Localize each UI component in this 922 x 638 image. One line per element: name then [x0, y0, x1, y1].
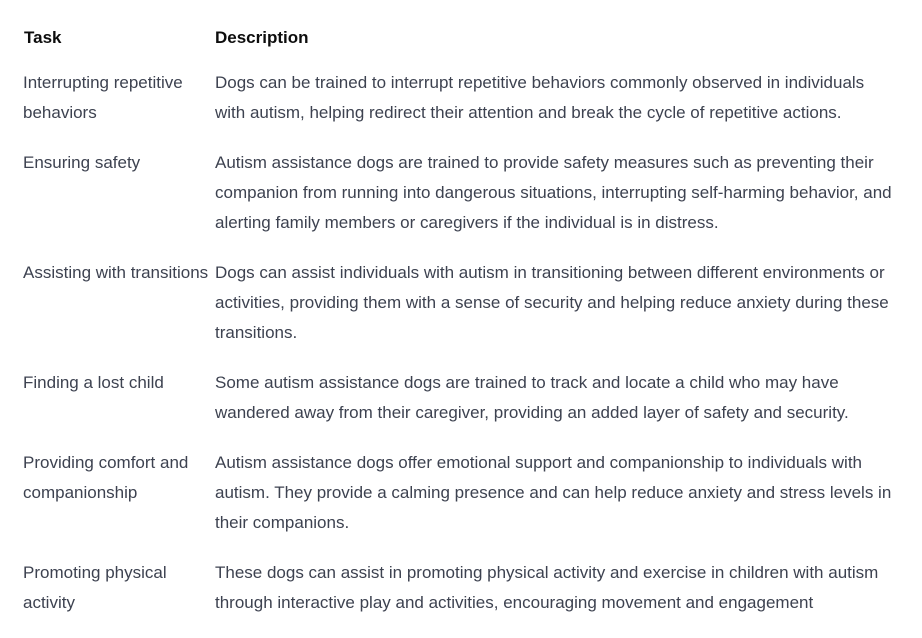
table-header-row [23, 0, 899, 68]
task-cell: Interrupting repetitive behaviors [23, 73, 183, 122]
tasks-table [23, 0, 899, 638]
table-row [23, 148, 899, 258]
task-cell: Ensuring safety [23, 153, 141, 172]
header-task: Task [24, 28, 62, 47]
table-row [23, 368, 899, 448]
table-row [23, 448, 899, 558]
table-row [23, 258, 899, 368]
description-cell: Dogs can be trained to interrupt repetitive behaviors commonly observed in individuals with autism, helping redirect their attention and break the cycle of repetitive actions. [215, 73, 865, 122]
description-cell: These dogs can assist in promoting physical activity and exercise in children with autism through interactive play and activities, encouraging movement and engagement [215, 563, 879, 612]
task-cell: Providing comfort and companionship [23, 453, 189, 502]
table-row [23, 558, 899, 638]
task-cell: Promoting physical activity [23, 563, 167, 612]
description-cell: Autism assistance dogs are trained to provide safety measures such as preventing their companion from running into dangerous situations, interrupting self-harming behavior, and alerting family members or caregivers if the individual is in distress. [215, 153, 892, 232]
header-description: Description [215, 28, 309, 47]
description-cell: Autism assistance dogs offer emotional support and companionship to individuals with autism. They provide a calming presence and can help reduce anxiety and stress levels in their companions. [215, 453, 892, 532]
description-cell: Some autism assistance dogs are trained to track and locate a child who may have wandered away from their caregiver, providing an added layer of safety and security. [215, 373, 849, 422]
task-cell: Assisting with transitions [23, 263, 209, 282]
table-row [23, 68, 899, 148]
task-cell: Finding a lost child [23, 373, 164, 392]
description-cell: Dogs can assist individuals with autism in transitioning between different environments or activities, providing them with a sense of security and helping reduce anxiety during these transitions. [215, 263, 889, 342]
